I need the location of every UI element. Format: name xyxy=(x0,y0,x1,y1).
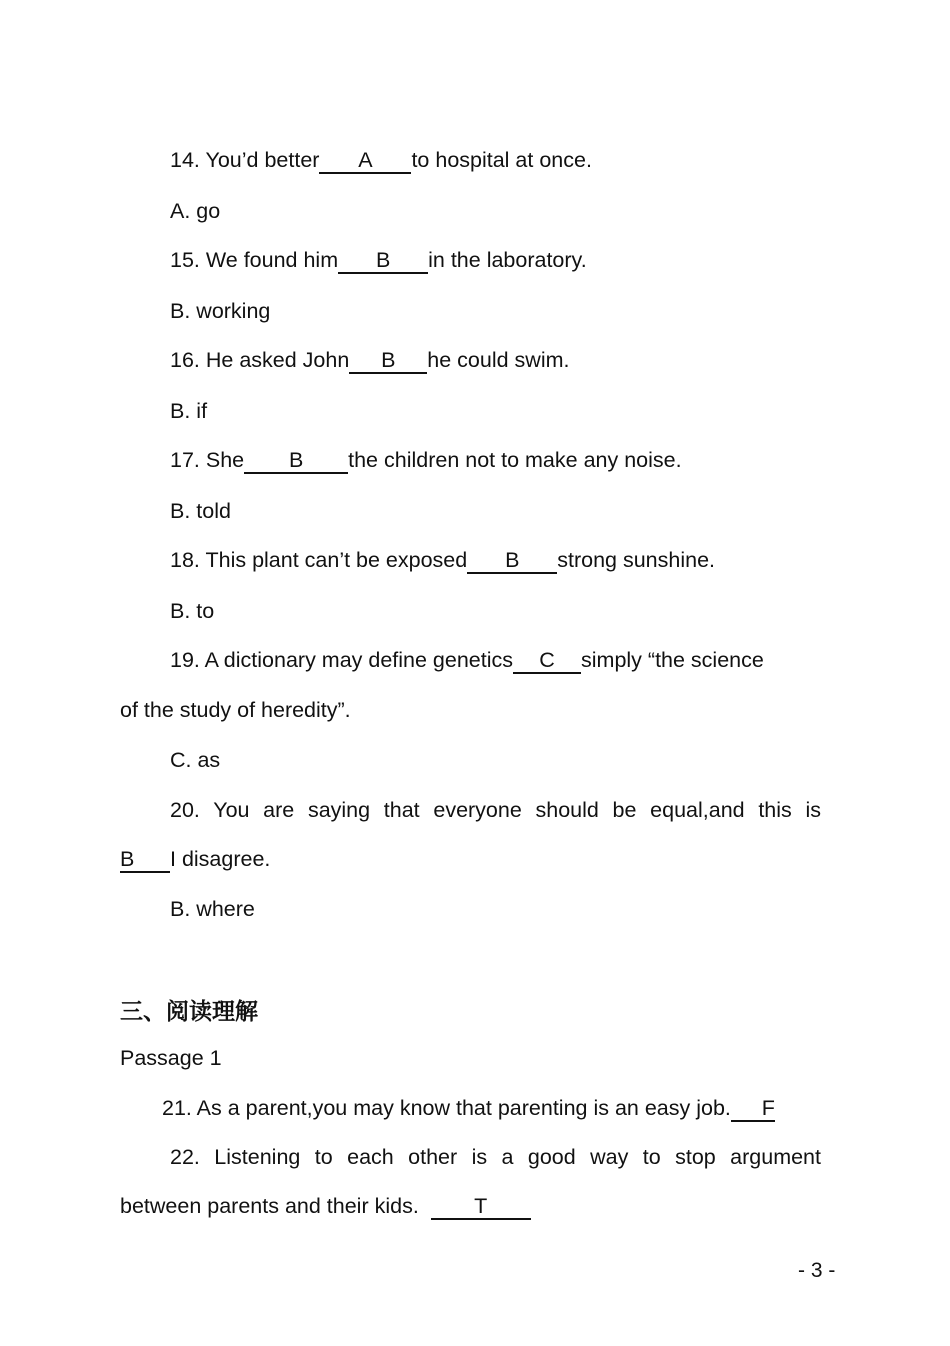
question-text: 19. A dictionary may define genetics xyxy=(170,648,514,672)
answer-option-20: B. where xyxy=(170,897,255,921)
question-15 xyxy=(170,246,587,274)
question-17 xyxy=(170,446,682,474)
question-text: between parents and their kids. xyxy=(120,1194,419,1218)
answer-blank: B xyxy=(120,847,170,873)
section-title: 三、阅读理解 xyxy=(120,999,258,1025)
question-text: 14. You’d better xyxy=(170,148,320,172)
question-text: he could swim. xyxy=(427,348,570,372)
question-text: simply “the science xyxy=(581,648,764,672)
answer-option-19: C. as xyxy=(170,748,221,772)
answer-blank: B xyxy=(467,548,557,574)
answer-blank: B xyxy=(244,448,348,474)
answer-blank: B xyxy=(349,348,427,374)
question-18 xyxy=(170,546,715,574)
question-19 xyxy=(170,646,764,674)
answer-blank: T xyxy=(431,1194,531,1220)
answer-option-18: B. to xyxy=(170,599,215,623)
question-20: 20. You are saying that everyone should be equal,and this is xyxy=(170,798,821,822)
answer-blank: C xyxy=(513,648,581,674)
question-text: I disagree. xyxy=(170,847,271,871)
answer-option-17: B. told xyxy=(170,499,231,523)
question-21 xyxy=(162,1094,775,1122)
question-text: the children not to make any noise. xyxy=(348,448,682,472)
question-text: in the laboratory. xyxy=(428,248,587,272)
answer-option-14: A. go xyxy=(170,199,221,223)
question-text: strong sunshine. xyxy=(557,548,715,572)
answer-blank: B xyxy=(338,248,428,274)
question-22-continued xyxy=(120,1192,531,1220)
page-number: - 3 - xyxy=(798,1259,836,1282)
question-22: 22. Listening to each other is a good way to stop argument xyxy=(170,1145,821,1169)
passage-title: Passage 1 xyxy=(120,1046,222,1070)
question-19-continued: of the study of heredity”. xyxy=(120,698,351,722)
answer-option-16: B. if xyxy=(170,399,208,423)
answer-blank: A xyxy=(319,148,411,174)
question-20-continued xyxy=(120,845,270,873)
question-text: 15. We found him xyxy=(170,248,339,272)
question-16 xyxy=(170,346,570,374)
question-text: to hospital at once. xyxy=(411,148,592,172)
question-text: 18. This plant can’t be exposed xyxy=(170,548,468,572)
question-text: 17. She xyxy=(170,448,245,472)
answer-blank: F xyxy=(731,1096,775,1122)
answer-option-15: B. working xyxy=(170,299,271,323)
question-14 xyxy=(170,146,592,174)
question-text: 16. He asked John xyxy=(170,348,350,372)
question-text: 21. As a parent,you may know that parenting is an easy job. xyxy=(162,1096,731,1120)
